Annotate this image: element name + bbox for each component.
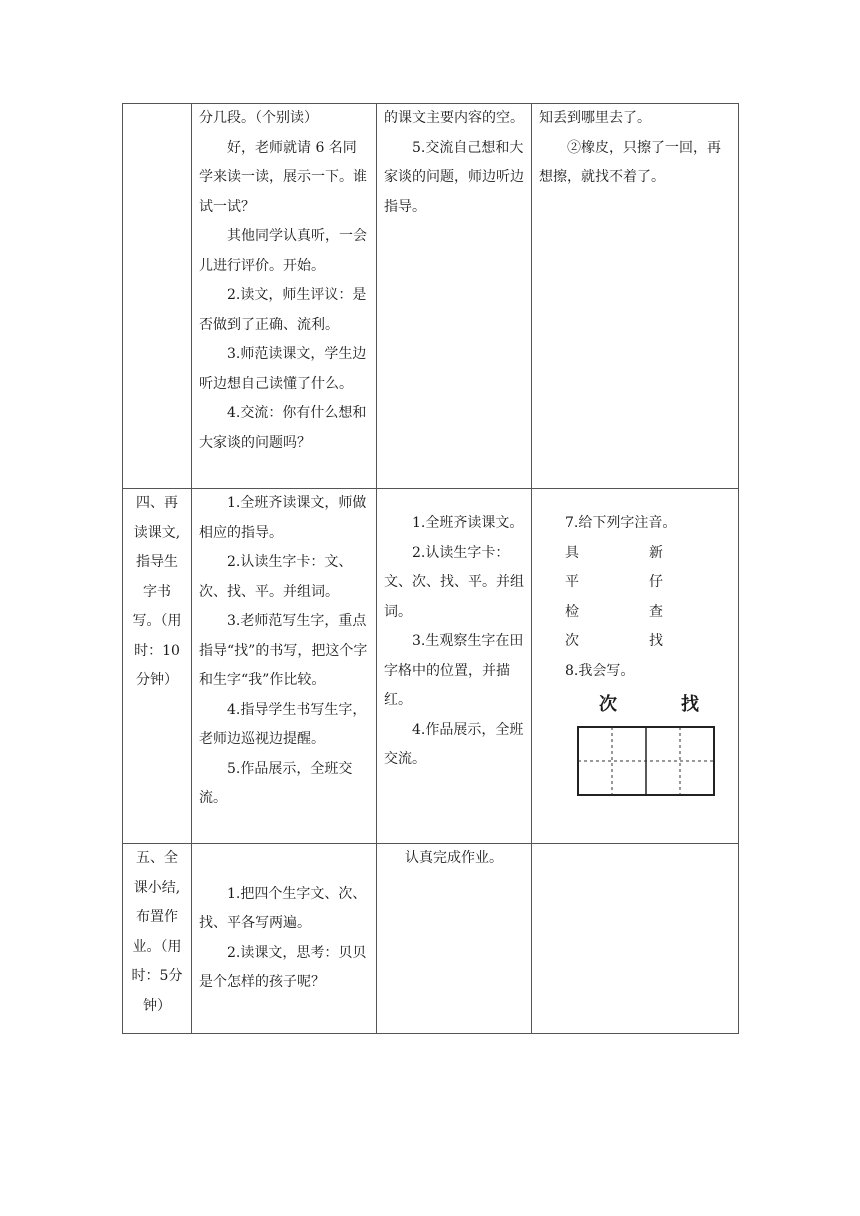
- text-line: ②橡皮，只擦了一回，再想擦，就找不着了。: [539, 139, 721, 185]
- pinyin-pair: [565, 568, 731, 598]
- text-line: 2.读课文，思考：贝贝是个怎样的孩子呢？: [199, 944, 367, 990]
- text-line: 的课文主要内容的空。: [384, 110, 524, 126]
- tianzige-grid-svg: [577, 726, 717, 798]
- tianzige-grid: [577, 726, 731, 810]
- stage-cell: [123, 104, 192, 489]
- text-line: 知丢到哪里去了。: [539, 110, 651, 126]
- write-char: 找: [681, 694, 699, 715]
- text-line: 4.交流：你有什么想和大家谈的问题吗？: [199, 405, 367, 451]
- text-line: 3.生观察生字在田字格中的位置，并描红。: [384, 633, 524, 708]
- text-line: 1.全班齐读课文。: [412, 515, 524, 531]
- exercise-cell: [532, 489, 739, 844]
- text-line: 4.作品展示，全班交流。: [384, 721, 524, 767]
- char: 仔: [649, 574, 663, 590]
- char: 平: [565, 574, 579, 590]
- exercise-cell: [532, 104, 739, 489]
- exercise-cell: [532, 844, 739, 1034]
- stage-cell: 五、全课小结,布置作业。（用时：5分钟）: [123, 844, 192, 1034]
- char: 新: [649, 544, 663, 561]
- student-activity-cell: [377, 489, 532, 844]
- pinyin-pair: [565, 598, 731, 628]
- question-8: 8.我会写。: [565, 662, 635, 679]
- write-characters: [599, 690, 731, 720]
- lesson-plan-table: [122, 103, 739, 1034]
- text-line: 分几段。（个别读）: [199, 110, 318, 126]
- char: 具: [565, 544, 579, 561]
- table-row: [123, 489, 739, 844]
- text-line: 5.交流自己想和大家谈的问题，师边听边指导。: [384, 139, 524, 215]
- text-line: 1.把四个生字文、次、找、平各写两遍。: [199, 885, 367, 931]
- teacher-activity-cell: [192, 104, 377, 489]
- text-line: 2.认读生字卡：文、次、找、平。并组词。: [199, 554, 353, 600]
- pinyin-pair: [565, 627, 731, 657]
- student-activity-cell: [377, 104, 532, 489]
- table-row: [123, 844, 739, 1034]
- char: 次: [565, 633, 579, 649]
- stage-cell: 四、再读课文,指导生字书写。（用时：10分钟）: [123, 489, 192, 844]
- text-line: 2.认读生字卡：文、次、找、平。并组词。: [384, 544, 524, 620]
- text-line: 其他同学认真听，一会儿进行评价。开始。: [199, 228, 367, 274]
- text-line: 1.全班齐读课文，师做相应的指导。: [199, 495, 367, 541]
- text-line: 3.老师范写生字，重点指导“找”的书写，把这个字和生字“我”作比较。: [199, 613, 368, 688]
- text-line: 4.指导学生书写生字，老师边巡视边提醒。: [199, 701, 367, 747]
- char: 检: [565, 603, 579, 620]
- text-line: 3.师范读课文，学生边听边想自己读懂了什么。: [199, 346, 367, 392]
- student-activity-cell: 认真完成作业。: [377, 844, 532, 1034]
- write-char: 次: [599, 694, 617, 715]
- pinyin-pair: [565, 539, 731, 569]
- text-line: 2.读文，师生评议：是否做到了正确、流利。: [199, 287, 367, 333]
- char: 找: [649, 633, 663, 649]
- teacher-activity-cell: [192, 844, 377, 1034]
- text-line: 好，老师就请 6 名同学来读一读，展示一下。谁试一试？: [199, 139, 367, 215]
- table-row: [123, 104, 739, 489]
- char: 查: [649, 603, 663, 620]
- question-7: 7.给下列字注音。: [565, 515, 677, 531]
- text-line: 5.作品展示，全班交流。: [199, 760, 353, 806]
- teacher-activity-cell: [192, 489, 377, 844]
